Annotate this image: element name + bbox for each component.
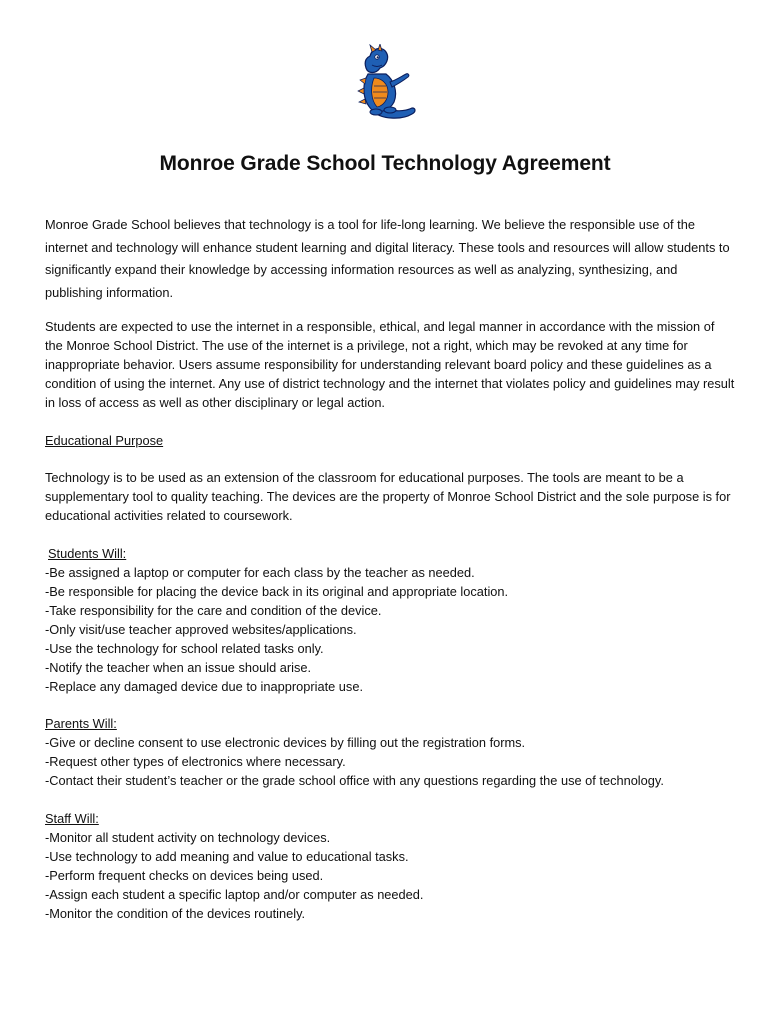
list-item: -Contact their student’s teacher or the grade school office with any questions regarding the use of technology. [45,773,664,789]
dragon-mascot-logo [350,44,420,120]
list-item: -Take responsibility for the care and condition of the device. [45,602,382,618]
list-item: -Replace any damaged device due to inappropriate use. [45,678,363,694]
list-item: -Monitor all student activity on technology devices. [45,829,331,845]
list-item: -Assign each student a specific laptop and/or computer as needed. [45,886,424,902]
list-item: -Use technology to add meaning and value to educational tasks. [45,848,409,864]
list-item: -Perform frequent checks on devices being used. [45,867,324,883]
list-item: -Request other types of electronics where necessary. [45,754,346,770]
parents-heading: Parents Will: [45,716,117,732]
list-item: -Notify the teacher when an issue should arise. [45,659,312,675]
list-item: -Monitor the condition of the devices routinely. [45,905,306,921]
parents-list [45,734,735,791]
list-item: -Be assigned a laptop or computer for each class by the teacher as needed. [45,565,475,581]
staff-list [45,829,735,924]
list-item: -Be responsible for placing the device back in its original and appropriate location. [45,583,509,599]
students-heading: Students Will: [48,546,127,562]
list-item: -Use the technology for school related tasks only. [45,640,324,656]
intro-paragraph: Monroe Grade School believes that technology is a tool for life-long learning. We believe the responsible use of the internet and technology will enhance student learning and digital literacy. These tools and resources will allow students to significantly expand their knowledge by accessing information resources as well as analyzing, synthesizing, and publishing information. [45,217,730,300]
staff-heading: Staff Will: [45,811,99,827]
educational-purpose-text: Technology is to be used as an extension of the classroom for educational purposes. The tools are meant to be a supplementary tool to quality teaching. The devices are the property of Monroe School District and the sole purpose is for educational activities related to coursework. [45,470,731,524]
list-item: -Only visit/use teacher approved websites/applications. [45,621,357,637]
page-title: Monroe Grade School Technology Agreement [159,152,611,175]
document-body [45,214,735,923]
educational-purpose-heading: Educational Purpose [45,432,164,448]
expectations-paragraph: Students are expected to use the internet in a responsible, ethical, and legal manner in accordance with the mission of the Monroe School District. The use of the internet is a privilege, not a right, which may be revoked at any time for inappropriate behavior. Users assume responsibility for understanding relevant board policy and these guidelines as a condition of using the internet. Any use of district technology and the internet that violates policy and guidelines may result in loss of access as well as other disciplinary or legal action. [45,319,735,410]
students-list [45,564,735,696]
list-item: -Give or decline consent to use electronic devices by filling out the registration forms. [45,735,526,751]
